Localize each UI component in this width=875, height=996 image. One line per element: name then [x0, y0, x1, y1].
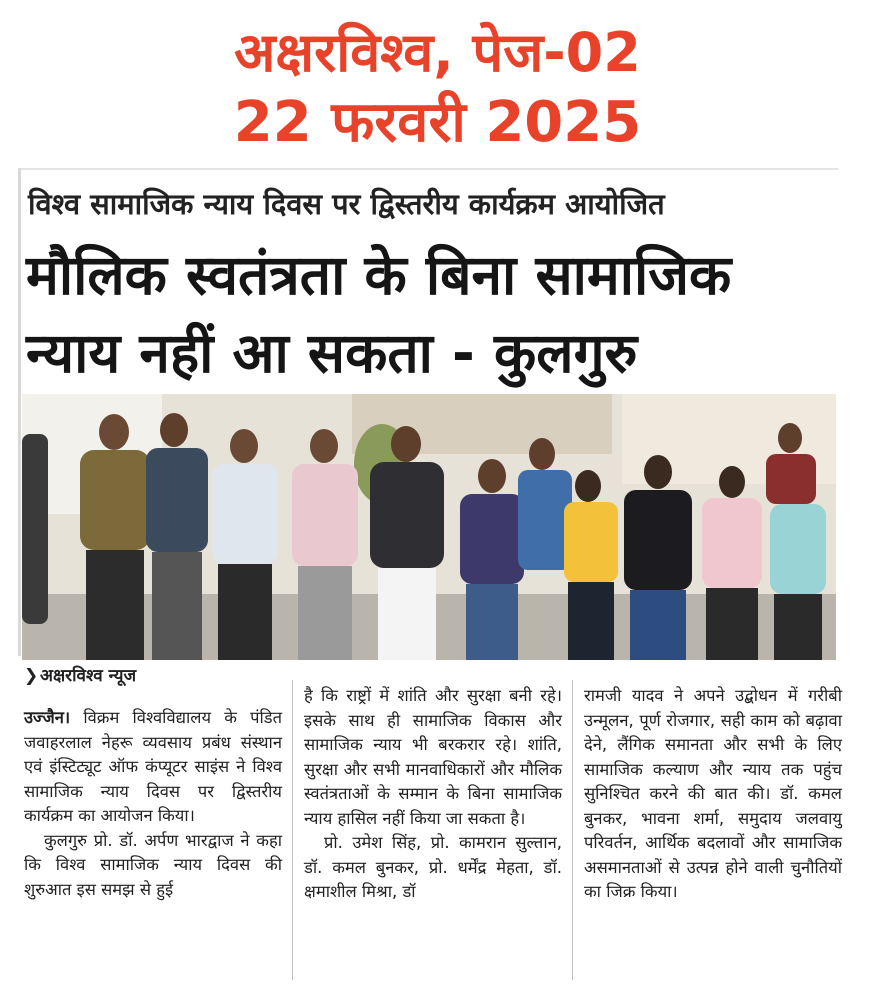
article-headline	[26, 236, 836, 392]
article-paragraph: है कि राष्ट्रों में शांति और सुरक्षा बनी रहे। इसके साथ ही सामाजिक विकास और सामाजिक न्याय भी बरकरार रहे। शांति, सुरक्षा और सभी मानवाधिकारों और मौलिक स्वतंत्रताओं के सम्मान के बिना सामाजिक न्याय हासिल नहीं किया जा सकता है।	[304, 686, 562, 828]
credit-label: अक्षरविश्व न्यूज	[40, 666, 137, 686]
chevron-right-icon: ❯	[24, 666, 39, 686]
paragraph-text: विक्रम विश्वविद्यालय के पंडित जवाहरलाल नेहरू व्यवसाय प्रबंध संस्थान एवं इंस्टिट्यूट ऑफ कंप्यूटर साइंस ने विश्व सामाजिक न्याय दिवस पर द्विस्तरीय कार्यक्रम का आयोजन किया।	[24, 708, 282, 825]
article-kicker: विश्व सामाजिक न्याय दिवस पर द्विस्तरीय कार्यक्रम आयोजित	[28, 187, 665, 221]
article-paragraph: रामजी यादव ने अपने उद्बोधन में गरीबी उन्मूलन, पूर्ण रोजगार, सही काम को बढ़ावा देने, लैंगिक समानता और सभी के लिए सामाजिक कल्याण और न्याय तक पहुंच सुनिश्चित करने की बात की। डॉ. कमल बुनकर, भावना शर्मा, समुदाय जलवायु परिवर्तन, आर्थिक बदलावों और सामाजिक असमानताओं से उत्पन्न होने वाली चुनौतियों का जिक्र किया।	[584, 686, 842, 901]
news-credit	[24, 662, 136, 690]
column-divider	[292, 680, 293, 980]
clipping-left-edge	[18, 168, 21, 656]
headline-line-1: मौलिक स्वतंत्रता के बिना सामाजिक	[26, 243, 732, 307]
article-paragraph	[24, 706, 282, 829]
article-column-1	[24, 706, 282, 902]
paragraph-text: प्रो. उमेश सिंह, प्रो. कामरान सुल्तान, डॉ. कमल बुनकर, प्रो. धर्मेंद्र मेहता, डॉ. क्षमाशील मिश्रा, डॉ	[304, 833, 562, 901]
dateline: उज्जैन।	[24, 708, 71, 727]
article-column-3	[584, 684, 842, 905]
masthead-title: अक्षरविश्व, पेज-02	[234, 21, 641, 84]
masthead	[0, 0, 875, 160]
group-photo	[22, 394, 836, 660]
group-photo-icon	[22, 394, 836, 660]
news-clipping	[18, 168, 842, 988]
article-column-2	[304, 684, 562, 905]
article-paragraph	[304, 831, 562, 905]
masthead-date: 22 फरवरी 2025	[233, 90, 642, 155]
clipping-top-edge	[18, 168, 838, 170]
article-paragraph	[24, 829, 282, 903]
headline-line-2: न्याय नहीं आ सकता - कुलगुरु	[26, 321, 638, 385]
column-divider	[572, 680, 573, 980]
paragraph-text: कुलगुरु प्रो. डॉ. अर्पण भारद्वाज ने कहा कि विश्व सामाजिक न्याय दिवस की शुरुआत इस समझ से हुई	[24, 830, 282, 899]
